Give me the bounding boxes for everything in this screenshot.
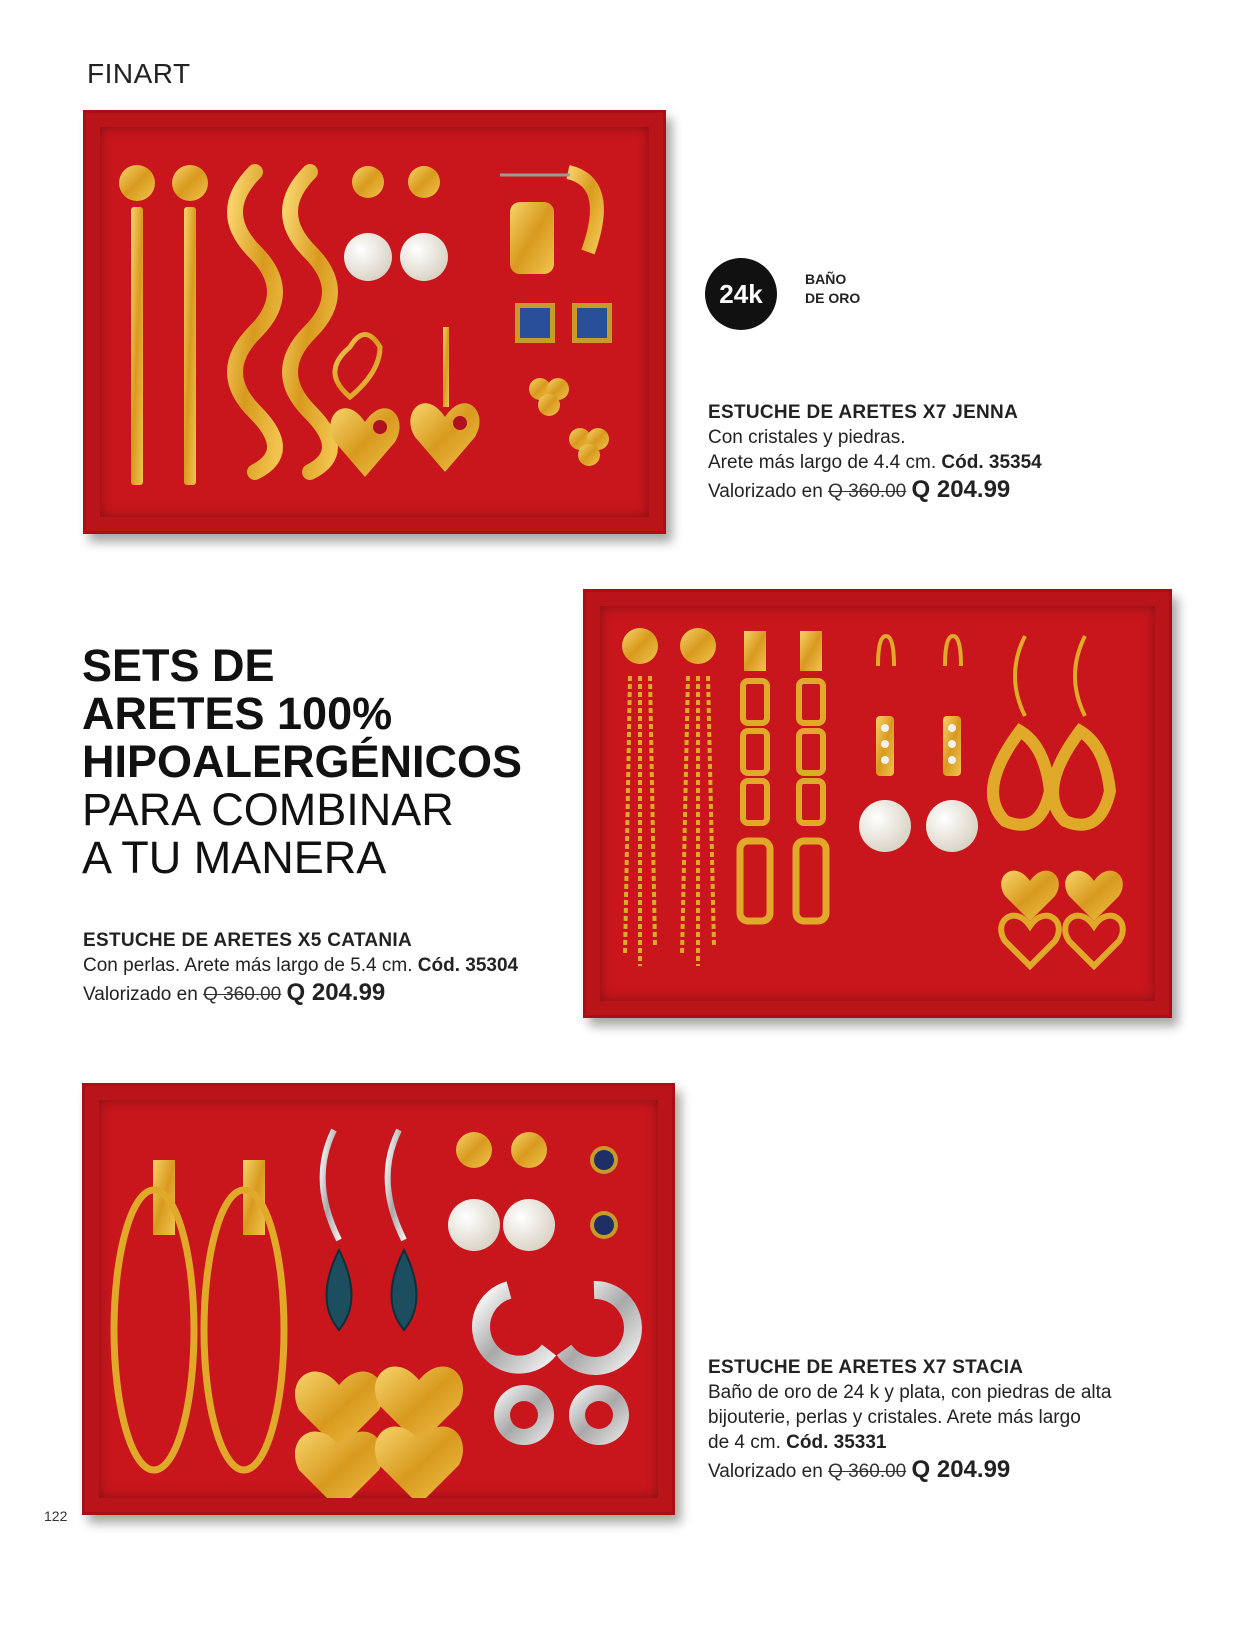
product-description-2: Arete más largo de 4.4 cm. Cód. 35354 [708,452,1042,473]
gold-plating-text: BAÑO DE ORO [805,271,861,306]
product-name: ESTUCHE DE ARETES X7 STACIA [708,1357,1024,1378]
jenna-earrings-image [100,127,649,517]
headline-line-4: PARA COMBINAR [82,784,454,835]
product-description-3: de 4 cm. Cód. 35331 [708,1432,887,1453]
brand-name: FINART [87,58,191,89]
headline-line-2: ARETES 100% [82,688,393,739]
gold-plating-badge: 24k [705,258,777,330]
product-stacia-info [708,1355,1112,1484]
product-jenna-info [708,400,1042,504]
product-description: Con perlas. Arete más largo de 5.4 cm. Cód. 35304 [83,955,519,976]
headline-line-1: SETS DE [82,640,275,691]
price: Q 204.99 [911,476,1011,503]
old-price: Q 360.00 [203,984,282,1005]
headline [82,642,522,882]
product-name: ESTUCHE DE ARETES X5 CATANIA [83,930,412,951]
headline-line-3: HIPOALERGÉNICOS [82,736,523,787]
catania-earrings-image [600,606,1155,1001]
product-description-2: bijouterie, perlas y cristales. Arete más largo [708,1407,1081,1428]
product-description: Baño de oro de 24 k y plata, con piedras de alta [708,1382,1112,1403]
price: Q 204.99 [286,979,386,1006]
headline-line-5: A TU MANERA [82,832,387,883]
product-description: Con cristales y piedras. [708,427,906,448]
product-catania-info [83,928,518,1007]
stacia-earrings-image [99,1100,658,1498]
product-name: ESTUCHE DE ARETES X7 JENNA [708,402,1019,423]
earring-tray-jenna [83,110,666,534]
price-line: Valorizado en Q 360.00 Q 204.99 [708,1456,1011,1483]
old-price: Q 360.00 [828,1461,907,1482]
page-number: 122 [44,1508,68,1524]
price-line: Valorizado en Q 360.00 Q 204.99 [708,476,1011,503]
earring-tray-stacia [82,1083,675,1515]
product-code: Cód. 35354 [941,452,1042,473]
product-code: Cód. 35331 [786,1432,887,1453]
earring-tray-catania [583,589,1172,1018]
price: Q 204.99 [911,1456,1011,1483]
old-price: Q 360.00 [828,481,907,502]
product-code: Cód. 35304 [417,955,519,976]
price-line: Valorizado en Q 360.00 Q 204.99 [83,979,386,1006]
